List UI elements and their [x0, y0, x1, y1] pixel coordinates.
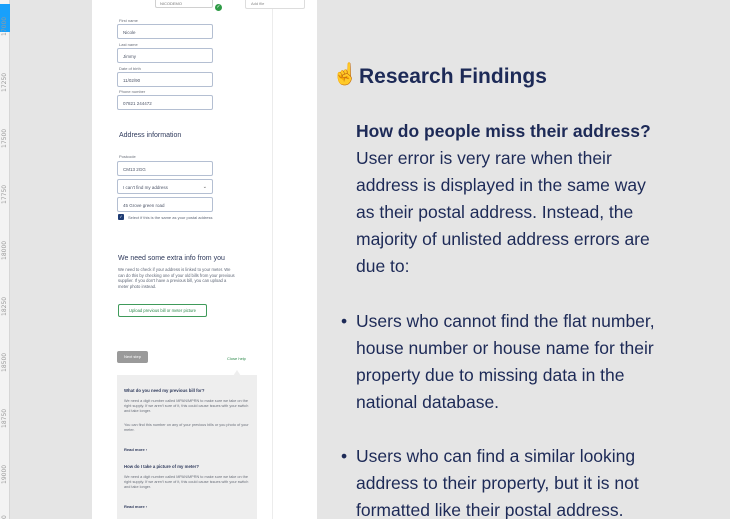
ruler-tick: 0 — [1, 515, 8, 519]
help-question-2: How do I take a picture of my meter? — [124, 464, 199, 469]
chevron-down-icon: ⌄ — [202, 184, 207, 190]
bullet-2-line: Users who can find a similar looking — [356, 446, 636, 466]
phone-field[interactable]: 07821 244472 — [117, 95, 213, 110]
ruler-tick: 18000 — [1, 240, 8, 260]
bullet-1-line: national database. — [356, 392, 500, 412]
ruler-tick: 19000 — [1, 464, 8, 484]
dob-field[interactable]: 11/02/90 — [117, 72, 213, 87]
help-paragraph-2: We need a digit number called MPAN/MPRN to make sure we take on the right supply. If we aren't sure of it, this could cause issues with your switch and take longer. — [124, 475, 249, 490]
bullet-1-line: house number or house name for their — [356, 338, 654, 358]
help-paragraph-1b: You can find this number on any of your previous bills or you photo of your meter. — [124, 423, 249, 433]
frame-divider — [272, 0, 273, 519]
last-name-label: Last name — [119, 42, 138, 47]
postcode-label: Postcode — [119, 154, 136, 159]
bullet-icon: • — [341, 446, 348, 466]
first-name-field[interactable]: Nicole — [117, 24, 213, 39]
last-name-field[interactable]: Jimmy — [117, 48, 213, 63]
dob-label: Date of birth — [119, 66, 141, 71]
ruler-tick: 18500 — [1, 352, 8, 372]
top-right-card[interactable] — [245, 0, 305, 9]
research-intro-line: as their postal address. Instead, the — [356, 202, 634, 222]
bullet-1-line: Users who cannot find the flat number, — [356, 311, 655, 331]
top-input[interactable] — [155, 0, 213, 8]
pointing-up-hand-icon: ☝ — [332, 63, 359, 86]
postal-address-checkbox[interactable]: ✓ — [119, 214, 123, 219]
ruler-tick: 17000 — [1, 16, 8, 36]
read-more-link-2[interactable]: Read more › — [124, 504, 148, 509]
address-heading: Address information — [119, 132, 182, 139]
address-select[interactable] — [117, 179, 213, 194]
ruler-tick: 17250 — [1, 72, 8, 92]
postcode-field[interactable]: CM13 2GG — [117, 161, 213, 176]
valid-check-icon: ✓ — [216, 4, 221, 10]
close-help-link[interactable]: Close help — [227, 356, 246, 361]
phone-label: Phone number — [119, 89, 146, 94]
extra-info-heading: We need some extra info from you — [118, 255, 225, 262]
research-intro-line: due to: — [356, 256, 410, 276]
bullet-icon: • — [341, 311, 348, 331]
research-question: How do people miss their address? — [356, 121, 651, 141]
bullet-2-line: formatted like their postal address. — [356, 500, 624, 519]
upload-bill-button[interactable]: Upload previous bill or meter picture — [118, 304, 207, 317]
address-line-field[interactable]: 45 Grove green road — [117, 197, 213, 212]
ruler-tick: 17500 — [1, 128, 8, 148]
extra-info-body: We need to check if your address is linked to your meter. We can do this by checking one of your old bills from your previous supplier. If you don't have a previous bill, you can upload a meter photo instead. — [118, 267, 235, 289]
ruler-tick: 18250 — [1, 296, 8, 316]
address-select-value: I can't find my address — [123, 185, 168, 190]
bullet-1-line: property due to missing data in the — [356, 365, 625, 385]
ruler-tick: 17750 — [1, 184, 8, 204]
research-intro-line: address is displayed in the same way — [356, 175, 646, 195]
vertical-ruler — [0, 0, 10, 519]
help-question-1: What do you need my previous bill for? — [124, 388, 205, 393]
first-name-label: First name — [119, 18, 138, 23]
research-findings-title: Research Findings — [359, 65, 547, 88]
research-intro-line: majority of unlisted address errors are — [356, 229, 650, 249]
top-input-value: NICODEMO — [160, 1, 182, 6]
bullet-2-line: address to their property, but it is not — [356, 473, 639, 493]
research-intro-line: User error is very rare when their — [356, 148, 612, 168]
ruler-tick: 18750 — [1, 408, 8, 428]
help-paragraph-1a: We need a digit number called MPAN/MPRN to make sure we take on the right supply. If we aren't sure of it, this could cause issues with your switch and take longer. — [124, 399, 249, 414]
postal-address-checkbox-label: Select if this is the same as your postal address — [128, 215, 213, 220]
read-more-link-1[interactable]: Read more › — [124, 447, 148, 452]
next-step-button[interactable]: Next step — [117, 351, 148, 363]
top-right-card-label: Add file — [251, 1, 265, 6]
